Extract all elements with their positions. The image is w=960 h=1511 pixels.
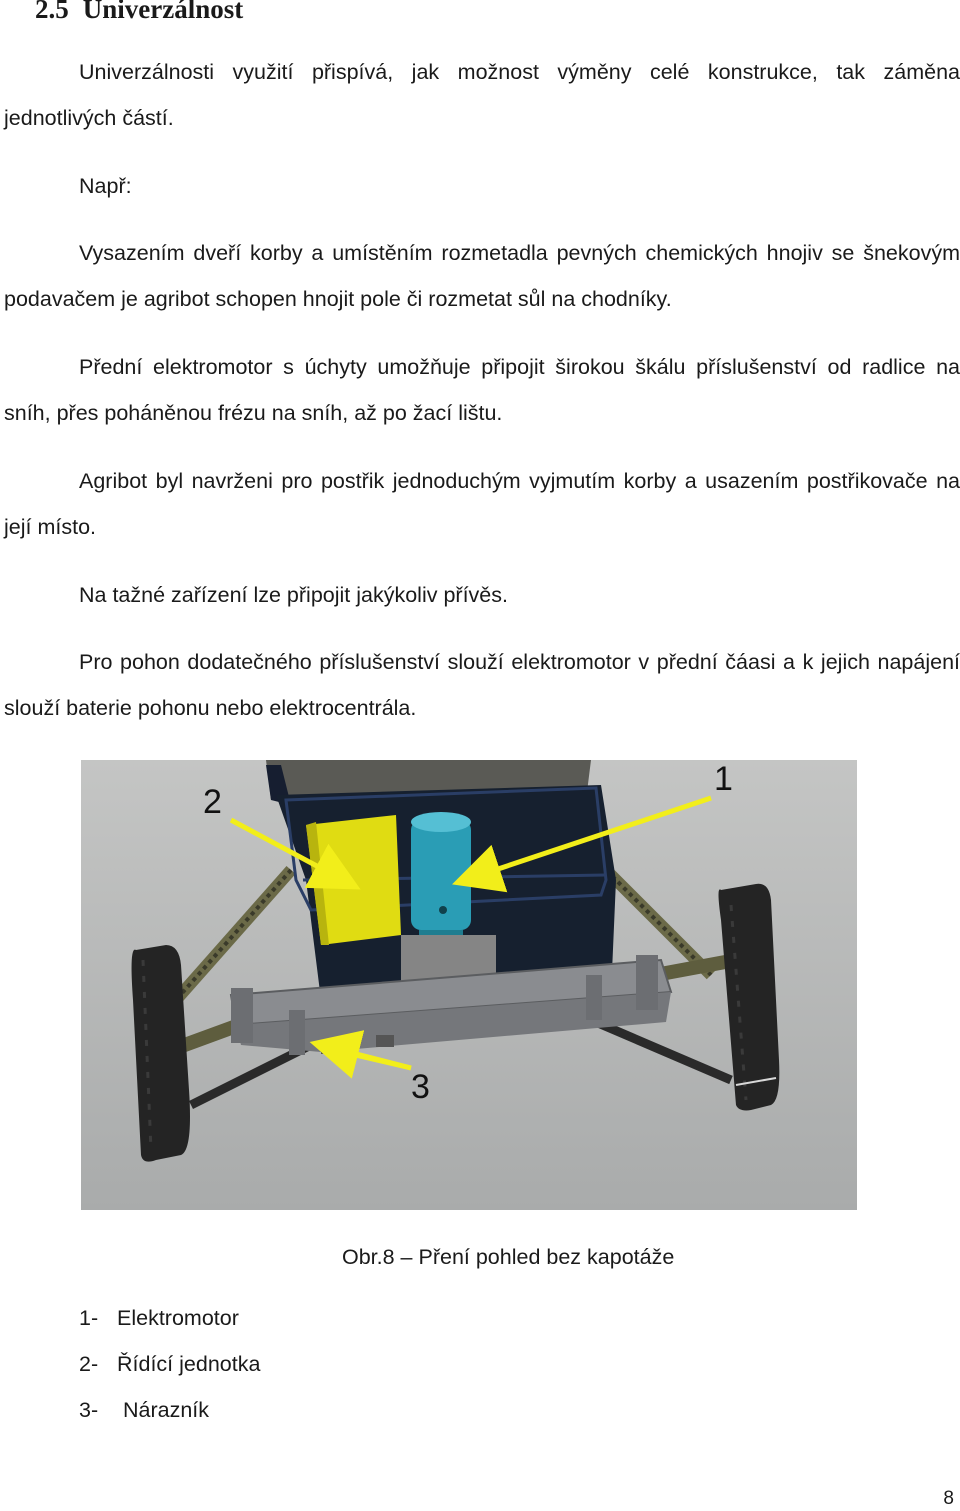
paragraph-example-label: Např: [79,174,132,198]
wheel-left [132,945,190,1162]
paragraph-sprayer: Agribot byl navrženi pro postřik jednoduchým vyjmutím korby a usazením postřikovače na její místo. [4,469,960,539]
section-title: Univerzálnost [82,0,244,24]
legend-item [79,1352,260,1377]
figure-label-2: 2 [203,783,222,821]
legend-text: Elektromotor [117,1306,239,1330]
legend-number: 3- [79,1398,99,1422]
paragraph-towing: Na tažné zařízení lze připojit jakýkoliv přívěs. [79,583,508,607]
legend-number: 2- [79,1352,99,1376]
legend-text: Řídící jednotka [117,1352,261,1376]
section-heading [35,0,243,25]
section-number: 2.5 [35,0,69,24]
legend-number: 1- [79,1306,99,1330]
paragraph-front-motor: Přední elektromotor s úchyty umožňuje připojit širokou škálu příslušenství od radlice na sníh, přes poháněnou frézu na sníh, až po žací lištu. [4,355,960,425]
figure-label-3: 3 [411,1068,430,1106]
legend-item [79,1398,209,1423]
figure-label-1: 1 [714,760,733,798]
legend-text: Nárazník [117,1398,210,1422]
paragraph-power: Pro pohon dodatečného příslušenství slouží elektromotor v přední čáasi a k jejich napájení slouží baterie pohonu nebo elektrocentrála. [4,650,960,720]
electric-motor [411,812,471,940]
figure-front-view [81,760,857,1210]
figure-render [81,760,857,1210]
legend-item [79,1306,239,1331]
paragraph-universality: Univerzálnosti využití přispívá, jak možnost výměny celé konstrukce, tak záměna jednotlivých částí. [4,60,960,130]
page-number: 8 [943,1488,954,1509]
figure-caption: Obr.8 – Pření pohled bez kapotáže [342,1245,675,1269]
paragraph-spreader: Vysazením dveří korby a umístěním rozmetadla pevných chemických hnojiv se šnekovým podavačem je agribot schopen hnojit pole či rozmetat sůl na chodníky. [4,241,960,311]
